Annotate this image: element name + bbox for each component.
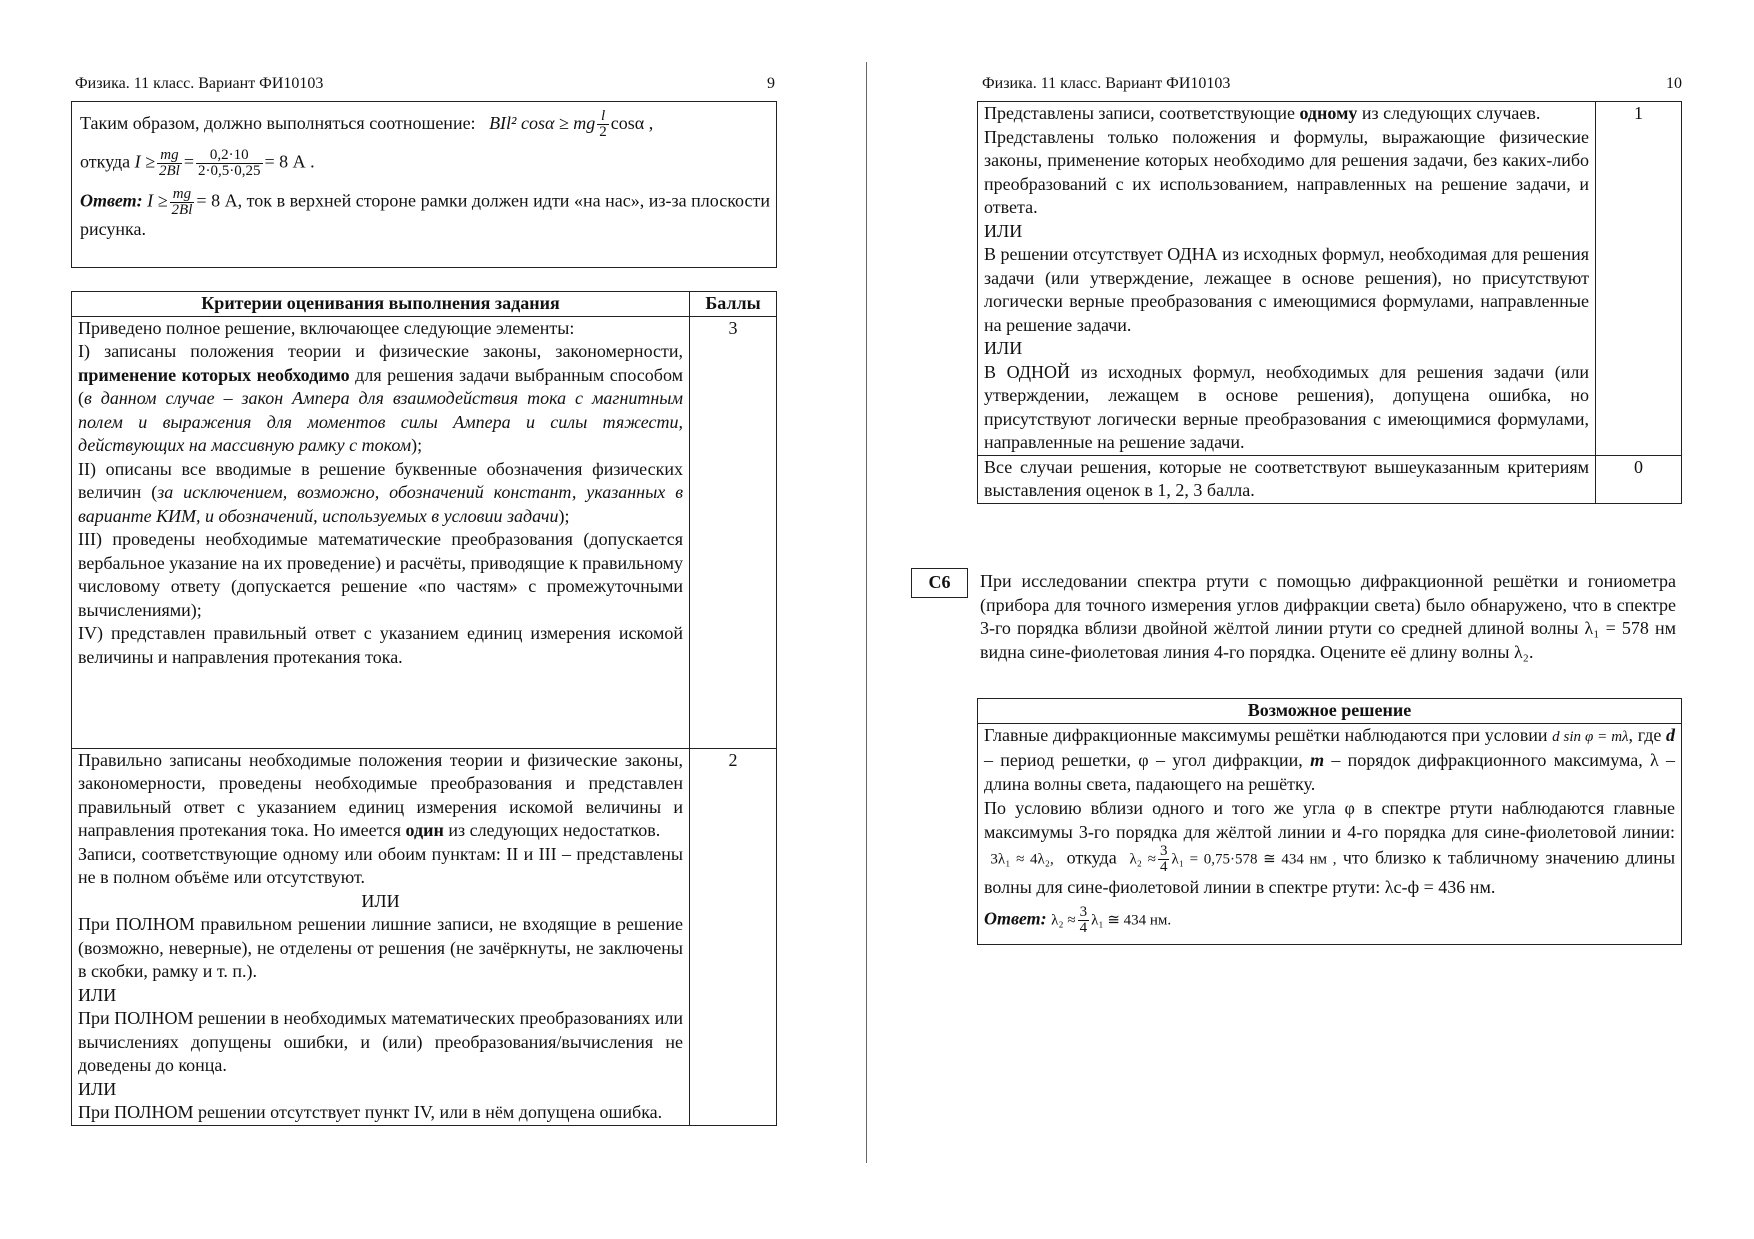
criteria-table-left — [71, 291, 777, 1126]
page-header — [982, 72, 1682, 94]
page-divider — [866, 62, 867, 1163]
solution-body-row — [978, 723, 1682, 945]
relation-line: Таким образом, должно выполняться соотношение: BIl² cosα ≥ mg $\frac{l}{2}$ cosα , — [80, 108, 654, 141]
answer-label: Ответ: — [984, 908, 1047, 929]
solution-continuation-box — [71, 101, 777, 268]
header-title: Физика. 11 класс. Вариант ФИ10103 — [75, 75, 324, 92]
criteria-text-3: Приведено полное решение, включающее следующие элементы: I) записаны положения теории и физические законы, закономерности, применение которых необходимо для решения задачи выбранным способом (в данном случае – закон Ампера для взаимодействия тока с магнитным полем и выражения для моментов силы Ампера и силы тяжести, действующих на массивную рамку с током); II) описаны все вводимые в решение буквенные обозначения физических величин (за исключением, возможно, обозначений констант, указанных в варианте КИМ, и обозначений, используемых в условии задачи); III) проведены необходимые математические преобразования (допускается вербальное указание на их проведение) и расчёты, приводящие к правильному числовому ответу (допускается решение «по частям» с промежуточными вычислениями); IV) представлен правильный ответ с указанием единиц измерения искомой величины и направления протекания тока. — [72, 316, 690, 748]
criteria-text-1: Представлены записи, соответствующие одному из следующих случаев. Представлены только положения и формулы, выражающие физические законы, применение которых необходимо для решения задачи, без каких-либо преобразований с их использованием, направленных на решение задачи, и ответа. ИЛИ В решении отсутствует ОДНА из исходных формул, необходимая для решения задачи (или утверждение, лежащее в основе решения), но присутствуют логически верные преобразования с имеющимися формулами, направленные на решение задачи. ИЛИ В ОДНОЙ из исходных формул, необходимых для решения задачи (или утверждении, лежащем в основе решения), допущена ошибка, но присутствуют логически верные преобразования с имеющимися формулами, направленные на решение задачи. — [978, 102, 1596, 456]
calc-line: откуда I ≥ $\frac{mg}{2Bl}$ = $\frac{0,2\cdot 10}{2\cdot 0,5\cdot 0,25}$ = 8 А . — [80, 147, 315, 180]
score-3: 3 — [690, 316, 777, 748]
solution-body: Главные дифракционные максимумы решётки наблюдаются при условии d sin φ = mλ, где d – период решетки, φ – угол дифракции, m – порядок дифракционного максимума, λ – длина волны света, падающего на решётку. По условию вблизи одного и того же угла φ в спектре ртути наблюдаются главные максимумы 3-го порядка для жёлтой линии и 4-го порядка для сине-фиолетовой линии: 3λ₁ ≈ 4λ₂, откуда λ₂ ≈ $\frac{3}{4}$ λ₁ = 0,75·578 ≅ 434 нм , что близко к табличному значению длины волны для сине-фиолетовой линии в спектре ртути: λс-ф = 436 нм. Ответ: λ₂ ≈ $\frac{3}{4}$ λ₁ ≅ 434 нм. — [978, 723, 1682, 945]
task-c6-text: При исследовании спектра ртути с помощью дифракционной решётки и гониометра (прибора для точного измерения углов дифракции света) было обнаружено, что в спектре 3-го порядка вблизи двойной жёлтой линии ртути со средней длиной волны λ₁ = 578 нм видна сине-фиолетовая линия 4-го порядка. Оцените её длину волны λ₂. — [980, 571, 1676, 662]
criteria-row-0 — [978, 455, 1682, 503]
solution-header-row — [978, 699, 1682, 724]
task-label-c6: C6 — [911, 568, 968, 598]
score-0: 0 — [1596, 455, 1682, 503]
answer-label: Ответ: — [80, 191, 143, 211]
criteria-text-2: Правильно записаны необходимые положения теории и физические законы, закономерности, проведены необходимые преобразования и представлен правильный ответ с указанием единиц измерения искомой величины и направления протекания тока. Но имеется один из следующих недостатков. Записи, соответствующие одному или обоим пунктам: II и III – представлены не в полном объёме или отсутствуют. ИЛИ При ПОЛНОМ правильном решении лишние записи, не входящие в решение (возможно, неверные), не отделены от решения (не зачёркнуты, не заключены в скобки, рамку и т. п.). ИЛИ При ПОЛНОМ решении в необходимых математических преобразованиях или вычислениях допущены ошибки, и (или) преобразования/вычисления не доведены до конца. ИЛИ При ПОЛНОМ решении отсутствует пункт IV, или в нём допущена ошибка. — [72, 748, 690, 1125]
relation-formula: BIl² cosα ≥ mg — [489, 113, 596, 133]
criteria-row-2 — [72, 748, 777, 1125]
page-number: 9 — [767, 75, 775, 92]
criteria-row-3 — [72, 316, 777, 748]
page-number: 10 — [1666, 75, 1682, 92]
answer-line: Ответ: I ≥ $\frac{mg}{2Bl}$ = 8 А, ток в верхней стороне рамки должен идти «на нас», из-за плоскости рисунка. — [80, 186, 770, 240]
criteria-text-0: Все случаи решения, которые не соответствуют вышеуказанным критериям выставления оценок в 1, 2, 3 балла. — [978, 455, 1596, 503]
header-title: Физика. 11 класс. Вариант ФИ10103 — [982, 75, 1231, 92]
page-header — [75, 72, 775, 94]
criteria-header-row — [72, 292, 777, 317]
score-1: 1 — [1596, 102, 1682, 456]
score-header: Баллы — [690, 292, 777, 317]
score-2: 2 — [690, 748, 777, 1125]
criteria-table-right — [977, 101, 1682, 504]
solution-c6-table — [977, 698, 1682, 945]
solution-header: Возможное решение — [978, 699, 1682, 724]
criteria-row-1 — [978, 102, 1682, 456]
criteria-header: Критерии оценивания выполнения задания — [72, 292, 690, 317]
